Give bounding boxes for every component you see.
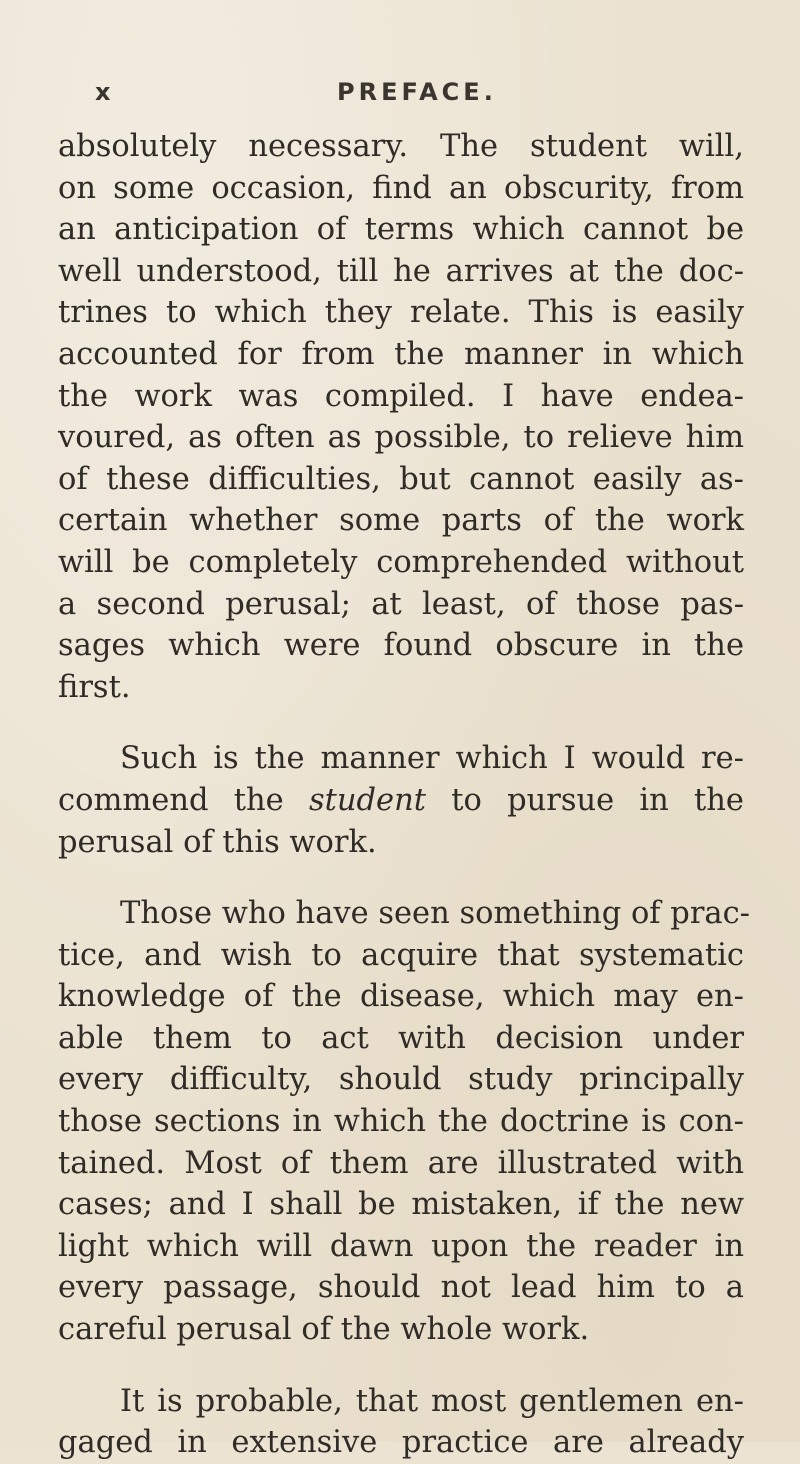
text-line: accounted for from the manner in which — [58, 336, 744, 372]
text-line: certain whether some parts of the work — [58, 503, 744, 539]
paragraph-1 — [58, 126, 744, 708]
text-line: voured, as often as possible, to relieve him — [58, 420, 744, 456]
text-line: of these difficulties, but cannot easily as- — [58, 461, 744, 497]
text-line: cases; and I shall be mistaken, if the new — [58, 1187, 744, 1223]
page-number: x — [95, 78, 112, 106]
text-line: gaged in extensive practice are already — [58, 1425, 744, 1461]
text-line: absolutely necessary. The student will, — [58, 129, 744, 164]
text-line: sages which were found obscure in the — [58, 628, 744, 664]
running-head: PREFACE. — [337, 78, 497, 106]
text-line: It is probable, that most gentlemen en- — [120, 1383, 744, 1419]
text-line: tained. Most of them are illustrated with — [58, 1145, 744, 1181]
text-line: an anticipation of terms which cannot be — [58, 212, 744, 248]
text-line: the work was compiled. I have endea- — [58, 378, 744, 414]
text-line: well understood, till he arrives at the doc- — [58, 253, 744, 289]
body-text — [58, 126, 750, 1464]
text-line: trines to which they relate. This is easily — [58, 295, 744, 331]
text-line: those sections in which the doctrine is con- — [58, 1104, 744, 1140]
text-line: knowledge of the disease, which may en- — [58, 979, 744, 1015]
text-line: every passage, should not lead him to a — [58, 1270, 744, 1306]
text-line: Such is the manner which I would re- — [120, 741, 744, 777]
page-header — [95, 78, 715, 112]
paragraph-3 — [58, 893, 750, 1351]
text-line: on some occasion, find an obscurity, from — [58, 170, 744, 206]
italic-word: student — [308, 782, 426, 818]
text-line: perusal of this work. — [58, 824, 377, 860]
text-line: tice, and wish to acquire that systematic — [58, 937, 744, 973]
text-line: Those who have seen something of prac- — [120, 896, 750, 932]
text-line: light which will dawn upon the reader in — [58, 1228, 744, 1264]
text-line: every difficulty, should study principally — [58, 1062, 744, 1098]
text-line: careful perusal of the whole work. — [58, 1312, 590, 1348]
paragraph-4 — [58, 1381, 744, 1464]
text-line: a second perusal; at least, of those pas- — [58, 586, 744, 622]
paragraph-2 — [58, 738, 744, 863]
text-line: will be completely comprehended without — [58, 544, 744, 580]
text-line: first. — [58, 669, 131, 705]
text-line-with-italic: commend the student to pursue in the — [58, 782, 744, 818]
text-line: able them to act with decision under — [58, 1020, 744, 1056]
